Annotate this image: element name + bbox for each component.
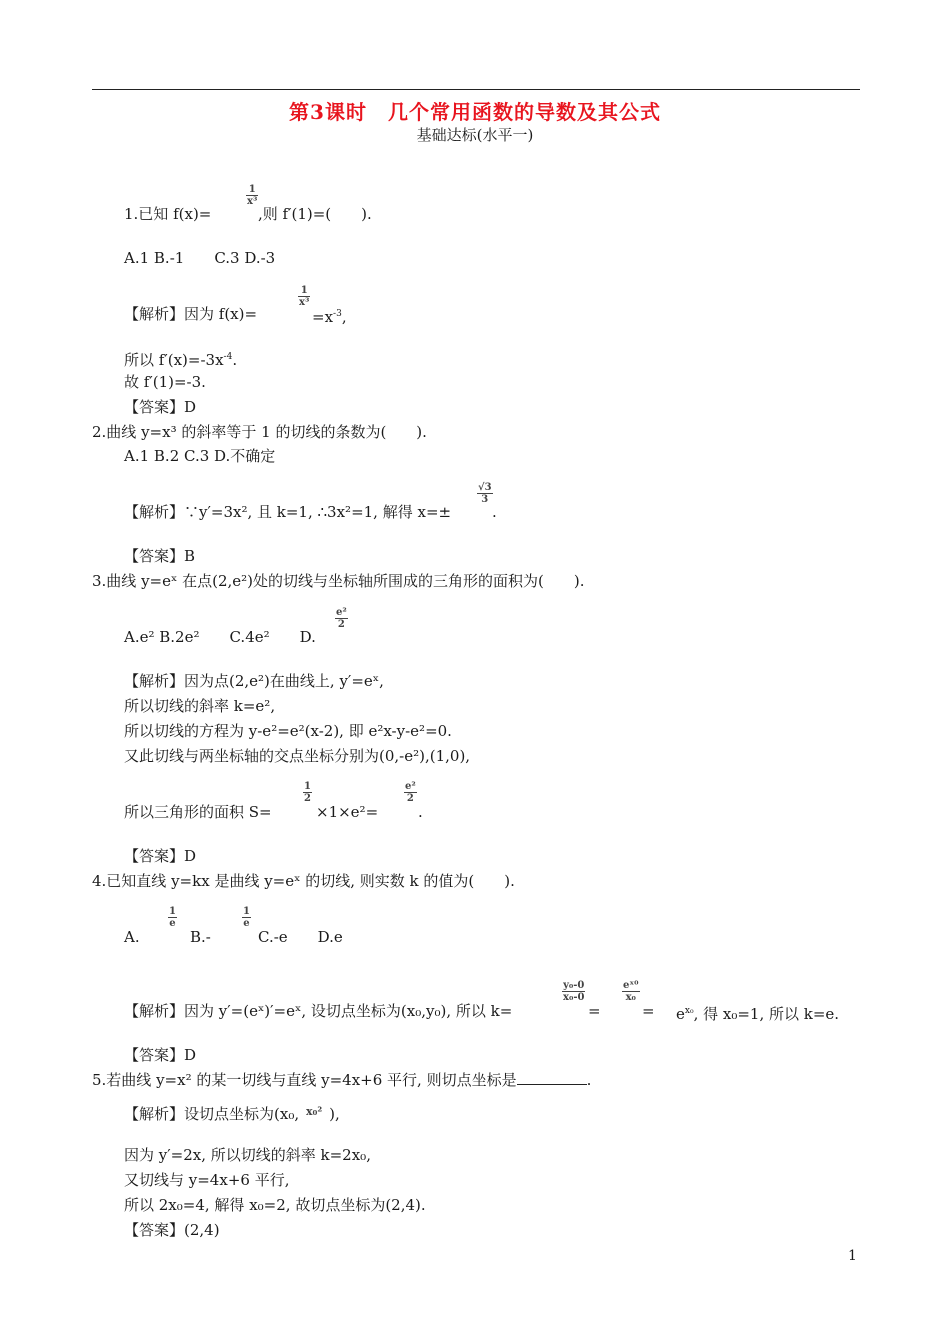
page-subtitle: 基础达标(水平一) <box>416 126 534 144</box>
q4-option-b: B.- <box>190 928 211 946</box>
q5-answer-blank <box>517 1070 587 1085</box>
q4-slope-fraction-1: $\frac{\text{y₀-0}}{\text{x₀-0}}$ <box>563 980 585 1003</box>
q5-stem: 5.若曲线 y=x² 的某一切线与直线 y=4x+6 平行, 则切点坐标是 . <box>92 1071 592 1089</box>
q3-analysis4: 又此切线与两坐标轴的交点坐标分别为(0,-e²),(1,0), <box>124 747 471 765</box>
q1-step2: 故 f′(1)=-3. <box>124 373 206 391</box>
q4-option-a: A. <box>124 928 140 946</box>
q2-stem: 2.曲线 y=x³ 的斜率等于 1 的切线的条数为( ). <box>92 423 427 441</box>
q5-analysis1: 【解析】设切点坐标为(x₀, x₀² ), <box>124 1105 340 1123</box>
q1-answer: 【答案】D <box>124 398 197 416</box>
q2-analysis-end: . <box>492 503 497 521</box>
header-rule <box>92 89 860 90</box>
q1-fraction: $\frac{1}{\text{x³}}$ <box>247 184 258 207</box>
q4-stem: 4.已知直线 y=kx 是曲线 y=eˣ 的切线, 则实数 k 的值为( ). <box>92 872 515 890</box>
q3-option-d-fraction: $\frac{\text{e²}}{2}$ <box>336 607 347 630</box>
q4-eq1: = <box>588 1002 601 1020</box>
q4-options-cd: C.-e D.e <box>258 928 343 946</box>
q4-analysis-end: $e^{x_0}$, 得 x₀=1, 所以 k=e. <box>676 1005 840 1023</box>
q1-stem-a: 1.已知 f(x)= <box>124 205 212 223</box>
q3-result-fraction: $\frac{\text{e²}}{2}$ <box>405 781 416 804</box>
q2-fraction: $\frac{√3}{3}$ <box>478 482 492 505</box>
q3-analysis2: 所以切线的斜率 k=e², <box>124 697 276 715</box>
q3-analysis5-b: ×1×e²= <box>316 803 379 821</box>
q3-options: A.e² B.2e² C.4e² D. <box>124 628 316 646</box>
q5-answer: 【答案】(2,4) <box>124 1221 220 1239</box>
q5-analysis3: 又切线与 y=4x+6 平行, <box>124 1171 290 1189</box>
q4-option-a-fraction: $\frac{1}{e}$ <box>169 906 176 929</box>
q5-analysis2: 因为 y′=2x, 所以切线的斜率 k=2x₀, <box>124 1146 371 1164</box>
q4-answer: 【答案】D <box>124 1046 197 1064</box>
q1-step1: 所以 $f'(x)=-3x^{-4}$. <box>124 351 238 369</box>
q3-analysis1: 【解析】因为点(2,e²)在曲线上, y′=eˣ, <box>124 672 384 690</box>
q4-analysis-a: 【解析】因为 y′=(eˣ)′=eˣ, 设切点坐标为(x₀,y₀), 所以 k= <box>124 1002 513 1020</box>
q1-analysis-fraction: $\frac{1}{\text{x³}}$ <box>299 285 310 308</box>
page-number: 1 <box>848 1248 857 1264</box>
q1-analysis-a: 【解析】因为 f(x)= <box>124 305 258 323</box>
q4-eq2: = <box>642 1002 655 1020</box>
q1-stem-b: ,则 f′(1)=( ). <box>258 205 372 223</box>
q4-slope-fraction-2: $\frac{\text{eˣ⁰}}{\text{x₀}}$ <box>623 980 639 1003</box>
q3-analysis3: 所以切线的方程为 y-e²=e²(x-2), 即 e²x-y-e²=0. <box>124 722 452 740</box>
q3-analysis5-c: . <box>418 803 423 821</box>
q2-answer: 【答案】B <box>124 547 196 565</box>
q5-analysis4: 所以 2x₀=4, 解得 x₀=2, 故切点坐标为(2,4). <box>124 1196 426 1214</box>
page-title: 第3课时 几个常用函数的导数及其公式 <box>289 100 661 124</box>
q1-options: A.1 B.-1 C.3 D.-3 <box>124 249 276 267</box>
q3-half-fraction: $\frac{1}{2}$ <box>304 781 311 804</box>
q3-answer: 【答案】D <box>124 847 197 865</box>
q4-option-b-fraction: $\frac{1}{e}$ <box>243 906 250 929</box>
q1-analysis-b: $=x^{-3}$, <box>312 308 347 326</box>
q3-analysis5-a: 所以三角形的面积 S= <box>124 803 272 821</box>
q2-analysis: 【解析】∵y′=3x², 且 k=1, ∴3x²=1, 解得 x=± <box>124 503 452 521</box>
q3-stem: 3.曲线 y=eˣ 在点(2,e²)处的切线与坐标轴所围成的三角形的面积为( ). <box>92 572 585 590</box>
q2-options: A.1 B.2 C.3 D.不确定 <box>124 447 276 465</box>
